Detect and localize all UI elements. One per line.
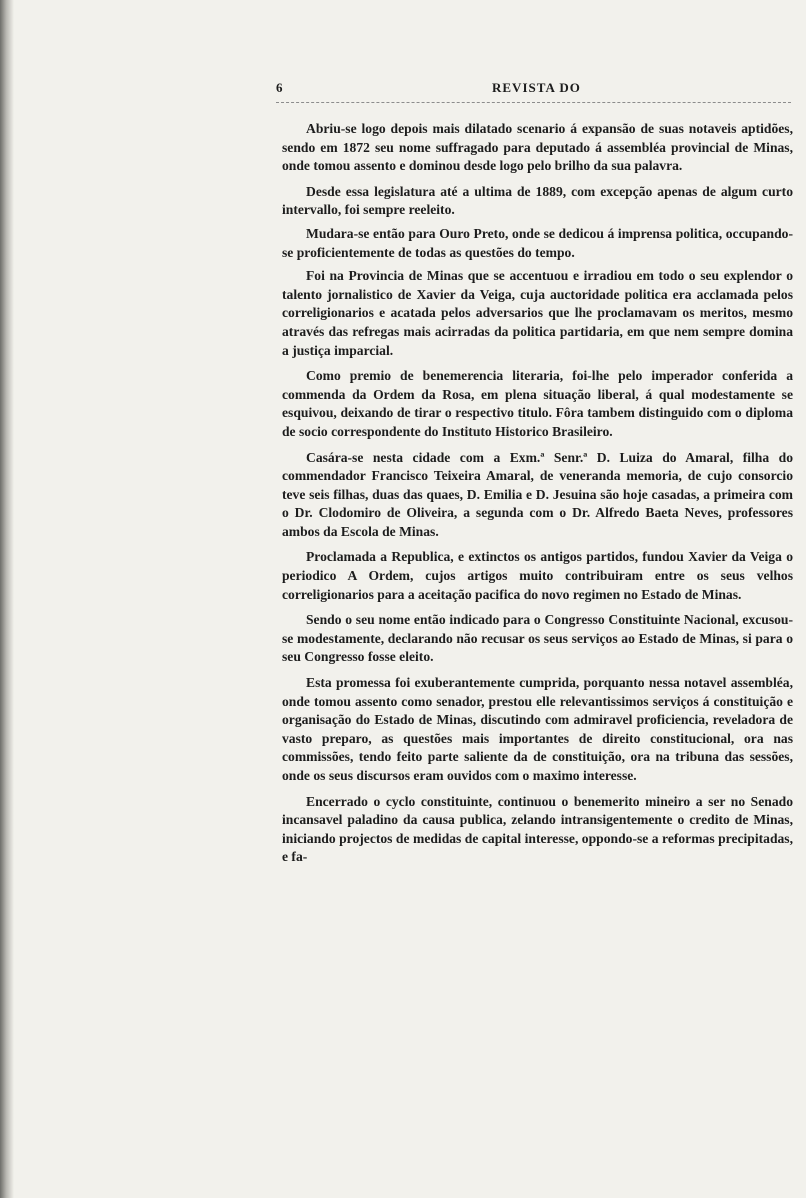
journal-title: REVISTA DO: [492, 80, 581, 95]
paragraph: Proclamada a Republica, e extinctos os antigos partidos, fundou Xavier da Veiga o periodico A Ordem, cujos artigos muito contribuiram entre os seus velhos correligionarios para a aceitação pacifica do novo regimen no Estado de Minas.: [282, 549, 793, 602]
paragraph: Esta promessa foi exuberantemente cumprida, porquanto nessa notavel assembléa, onde tomou assento como senador, prestou elle relevantissimos serviços á constituição e organisação do Estado de Minas, discutindo com admiravel proficiencia, reveladora de vasto preparo, as questões mais importantes de direito constitucional, ora nas commissões, tendo feito parte saliente da de constituição, ora na tribuna das sessões, onde os seus discursos eram ouvidos com o maximo interesse.: [282, 675, 793, 783]
body-text: [282, 120, 793, 874]
paragraph: Encerrado o cyclo constituinte, continuou o benemerito mineiro a ser no Senado incansavel paladino da causa publica, zelando intransigentemente o credito de Minas, iniciando projectos de medidas de capital interesse, oppondo-se a reformas precipitadas, e fa-: [282, 793, 793, 865]
paragraph: Casára-se nesta cidade com a Exm.ª Senr.ª D. Luiza do Amaral, filha do commendador Francisco Teixeira Amaral, de veneranda memoria, de cujo consorcio teve seis filhas, duas das quaes, D. Emilia e D. Jesuina são hoje casadas, a primeira com o Dr. Clodomiro de Oliveira, a segunda com o Dr. Alfredo Baeta Neves, professores ambos da Escola de Minas.: [282, 449, 793, 539]
paragraph: Foi na Provincia de Minas que se accentuou e irradiou em todo o seu explendor o talento jornalistico de Xavier da Veiga, cuja auctoridade politica era acclamada pelos correligionarios e acatada pelos adversarios que lhe proclamavam os meritos, mesmo através das refregas mais acirradas da politica partidaria, em que nem sempre domina a justiça imparcial.: [282, 268, 793, 358]
paragraph: Mudara-se então para Ouro Preto, onde se dedicou á imprensa politica, occupando-se proficientemente de todas as questões do tempo.: [282, 225, 793, 260]
paragraph: Sendo o seu nome então indicado para o Congresso Constituinte Nacional, excusou-se modestamente, declarando não recusar os seus serviços ao Estado de Minas, si para o seu Congresso fosse eleito.: [282, 612, 793, 665]
page-number: 6: [276, 80, 284, 95]
paragraph: Como premio de benemerencia literaria, foi-lhe pelo imperador conferida a commenda da Ordem da Rosa, em plena situação liberal, á qual modestamente se esquivou, deixando de tirar o respectivo titulo. Fôra tambem distinguido com o diploma de socio correspondente do Instituto Historico Brasileiro.: [282, 368, 793, 439]
running-head: [276, 80, 791, 98]
paragraph: Abriu-se logo depois mais dilatado scenario á expansão de suas notaveis aptidões, sendo em 1872 seu nome suffragado para deputado á assembléa provincial de Minas, onde tomou assento e dominou desde logo pelo brilho da sua palavra.: [282, 121, 793, 174]
header-rule: [276, 102, 791, 103]
paragraph: Desde essa legislatura até a ultima de 1889, com excepção apenas de algum curto intervallo, foi sempre reeleito.: [282, 183, 793, 218]
